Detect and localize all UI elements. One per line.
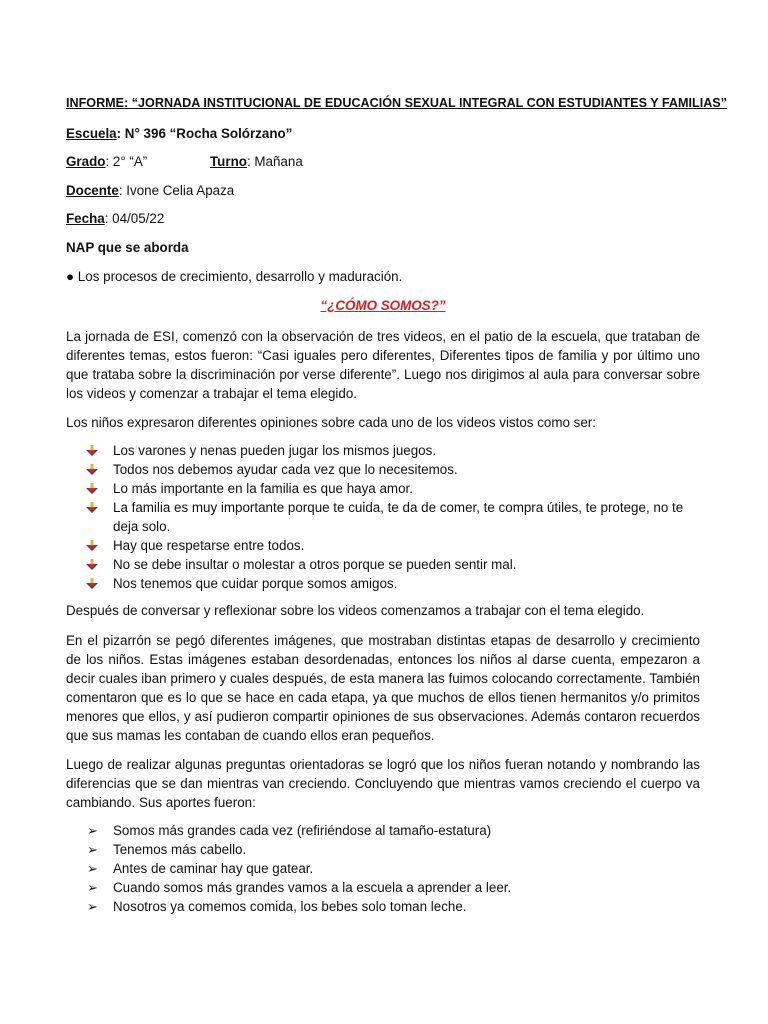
paragraph-board-images: En el pizarrón se pegó diferentes imágenes, que mostraban distintas etapas de desarrollo y crecimiento de los niños. Estas imágenes estaban desordenadas, entonces los niños al darse cuenta, empezaron a decir cuales iban primero y cuales después, de esta manera las fuimos colocando correctamente. También comentaron que es lo que se hace en cada etapa, ya que muchos de ellos tienen hermanitos y/o primitos menores que ellos, y así pudieron compartir opiniones de sus observaciones. Además contaron recuerdos que sus mamas les contaban de cuando ellos eran pequeños. — [66, 633, 700, 743]
school-label: Escuela — [66, 126, 117, 141]
grade-shift-line — [66, 152, 466, 171]
nap-heading: NAP que se aborda — [66, 240, 189, 255]
aporte-text: Somos más grandes cada vez (refiriéndose al tamaño-estatura) — [113, 823, 492, 838]
opinion-text: La familia es muy importante porque te cuida, te da de comer, te compra útiles, te protege, no te deja solo. — [113, 500, 684, 534]
arrowhead-bullet-icon: ➢ — [87, 861, 98, 876]
nap-item: ● Los procesos de crecimiento, desarrollo y maduración. — [66, 269, 403, 284]
shift-label: Turno — [210, 154, 247, 169]
opinion-text: No se debe insultar o molestar a otros porque se pueden sentir mal. — [113, 557, 517, 572]
grade-value: : 2° “A” — [105, 154, 148, 169]
date-value: : 04/05/22 — [104, 211, 165, 226]
opinion-text: Todos nos debemos ayudar cada vez que lo necesitemos. — [113, 462, 458, 477]
teacher-line — [66, 181, 234, 200]
aporte-text: Nosotros ya comemos comida, los bebes solo toman leche. — [113, 899, 467, 914]
list-item — [86, 441, 700, 460]
section-title: “¿CÓMO SOMOS?” — [320, 298, 446, 313]
down-arrow-bullet-icon — [86, 445, 98, 457]
paragraph-intro: La jornada de ESI, comenzó con la observación de tres videos, en el patio de la escuela, que trataban de diferentes temas, estos fueron: “Casi iguales pero diferentes, Diferentes tipos de familia y por último uno que trataba sobre la discriminación por verse diferente”. Luego nos dirigimos al aula para conversar sobre los videos y comenzar a trabajar el tema elegido. — [66, 329, 700, 401]
down-arrow-bullet-icon — [86, 559, 98, 571]
teacher-value: : Ivone Celia Apaza — [118, 183, 235, 198]
list-item — [86, 897, 700, 916]
aporte-text: Cuando somos más grandes vamos a la escuela a aprender a leer. — [113, 880, 512, 895]
down-arrow-bullet-icon — [86, 483, 98, 495]
paragraph-questions: Luego de realizar algunas preguntas orientadoras se logró que los niños fueran notando y nombrando las diferencias que se dan mientras van creciendo. Concluyendo que mientras vamos creciendo el cuerpo va cambiando. Sus aportes fueron: — [66, 757, 700, 810]
arrowhead-bullet-icon: ➢ — [87, 842, 98, 857]
aporte-text: Tenemos más cabello. — [113, 842, 247, 857]
opinion-text: Lo más importante en la familia es que haya amor. — [113, 481, 413, 496]
teacher-label: Docente — [66, 183, 119, 198]
list-item — [86, 479, 700, 498]
list-item — [86, 555, 700, 574]
aportes-list — [86, 821, 700, 916]
list-item — [86, 536, 700, 555]
opinion-text: Hay que respetarse entre todos. — [113, 538, 305, 553]
list-item — [86, 821, 700, 840]
arrowhead-bullet-icon: ➢ — [87, 880, 98, 895]
list-item — [86, 460, 700, 479]
list-item — [86, 498, 700, 536]
down-arrow-bullet-icon — [86, 578, 98, 590]
list-item — [86, 840, 700, 859]
arrowhead-bullet-icon: ➢ — [87, 899, 98, 914]
school-value: : N° 396 “Rocha Solórzano” — [116, 126, 293, 141]
list-item — [86, 878, 700, 897]
list-item — [86, 859, 700, 878]
date-line — [66, 209, 164, 228]
shift-value: : Mañana — [246, 154, 303, 169]
opinions-list — [86, 441, 700, 593]
down-arrow-bullet-icon — [86, 540, 98, 552]
paragraph-after-conversation: Después de conversar y reflexionar sobre los videos comenzamos a trabajar con el tema elegido. — [66, 603, 645, 618]
opinion-text: Los varones y nenas pueden jugar los mismos juegos. — [113, 443, 437, 458]
school-line — [66, 124, 292, 143]
list-item — [86, 574, 700, 593]
shift-field — [210, 152, 303, 171]
down-arrow-bullet-icon — [86, 502, 98, 514]
arrowhead-bullet-icon: ➢ — [87, 823, 98, 838]
grade-label: Grado — [66, 154, 106, 169]
paragraph-opinions-intro: Los niños expresaron diferentes opiniones sobre cada uno de los videos vistos como ser: — [66, 415, 596, 430]
report-title: INFORME: “JORNADA INSTITUCIONAL DE EDUCACIÓN SEXUAL INTEGRAL CON ESTUDIANTES Y FAMILIAS” — [66, 96, 727, 110]
aporte-text: Antes de caminar hay que gatear. — [113, 861, 314, 876]
down-arrow-bullet-icon — [86, 464, 98, 476]
opinion-text: Nos tenemos que cuidar porque somos amigos. — [113, 576, 398, 591]
date-label: Fecha — [66, 211, 105, 226]
